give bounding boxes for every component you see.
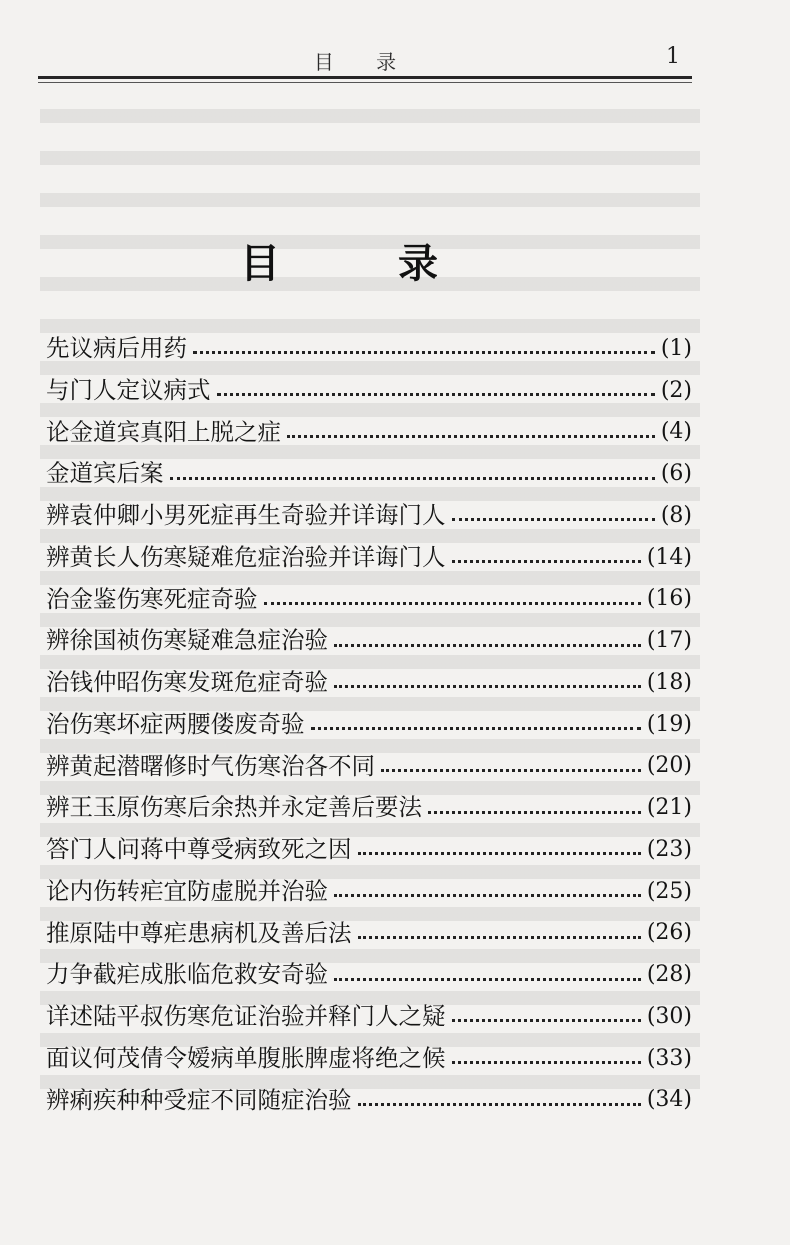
toc-entry [46,537,692,579]
running-title: 目 录 [313,50,415,74]
table-of-contents [46,328,692,1121]
toc-entry-page: (33) [646,1045,692,1071]
toc-entry-title: 金道宾后案 [46,459,164,488]
toc-entry-page: (6) [660,461,692,487]
toc-entry-page: (28) [646,962,692,988]
toc-entry [46,829,692,871]
toc-leader-dots [452,1019,641,1022]
toc-leader-dots [452,1061,641,1064]
toc-entry [46,704,692,746]
toc-entry-page: (8) [660,502,692,528]
toc-entry-page: (14) [646,544,692,570]
toc-entry-page: (16) [646,586,692,612]
toc-entry-page: (1) [660,335,692,361]
toc-leader-dots [193,351,655,354]
toc-entry-page: (17) [646,628,692,654]
toc-entry [46,1038,692,1080]
toc-entry-page: (20) [646,753,692,779]
toc-entry [46,913,692,955]
toc-entry-title: 论金道宾真阳上脱之症 [46,417,281,446]
toc-entry [46,370,692,412]
toc-leader-dots [334,685,641,688]
toc-entry [46,579,692,621]
toc-entry [46,495,692,537]
toc-leader-dots [311,727,641,730]
toc-entry-page: (19) [646,711,692,737]
toc-leader-dots [358,936,641,939]
toc-entry [46,746,692,788]
toc-entry-title: 治金鉴伤寒死症奇验 [46,584,258,613]
toc-entry-title: 辨黄起潜曙修时气伤寒治各不同 [46,751,375,780]
toc-entry-page: (25) [646,878,692,904]
toc-leader-dots [358,852,641,855]
toc-leader-dots [428,811,641,814]
toc-entry-page: (23) [646,836,692,862]
toc-entry-title: 论内伤转疟宜防虚脱并治验 [46,876,328,905]
toc-leader-dots [287,435,655,438]
toc-leader-dots [217,393,655,396]
toc-entry [46,954,692,996]
toc-entry [46,787,692,829]
toc-entry [46,328,692,370]
toc-title: 目 录 [240,240,490,287]
toc-entry-title: 辨袁仲卿小男死症再生奇验并详诲门人 [46,501,446,530]
toc-entry [46,1080,692,1122]
toc-entry-title: 辨徐国祯伤寒疑难急症治验 [46,626,328,655]
toc-entry-page: (21) [646,795,692,821]
toc-entry [46,620,692,662]
toc-entry-page: (26) [646,920,692,946]
toc-entry-page: (34) [646,1087,692,1113]
toc-leader-dots [334,894,641,897]
toc-entry-title: 详述陆平叔伤寒危证治验并释门人之疑 [46,1002,446,1031]
running-header [38,44,690,74]
toc-entry [46,662,692,704]
toc-entry-title: 辨黄长人伤寒疑难危症治验并详诲门人 [46,542,446,571]
toc-entry-page: (2) [660,377,692,403]
toc-leader-dots [381,769,641,772]
toc-entry-title: 治钱仲昭伤寒发斑危症奇验 [46,668,328,697]
toc-entry-page: (30) [646,1003,692,1029]
toc-leader-dots [452,560,641,563]
page-number: 1 [666,44,680,69]
toc-entry [46,871,692,913]
toc-entry-title: 力争截疟成胀临危救安奇验 [46,960,328,989]
toc-entry-title: 辨王玉原伤寒后余热并永定善后要法 [46,793,422,822]
toc-entry-title: 推原陆中尊疟患病机及善后法 [46,918,352,947]
toc-entry-title: 与门人定议病式 [46,375,211,404]
toc-entry-title: 答门人问蒋中尊受病致死之因 [46,835,352,864]
header-rule [38,76,692,79]
toc-entry [46,412,692,454]
toc-entry [46,996,692,1038]
toc-leader-dots [452,518,655,521]
toc-entry-title: 面议何茂倩令嫒病单腹胀脾虚将绝之候 [46,1043,446,1072]
toc-entry-page: (4) [660,419,692,445]
toc-leader-dots [264,602,641,605]
toc-entry-title: 先议病后用药 [46,334,187,363]
toc-leader-dots [358,1103,641,1106]
toc-entry-title: 辨痢疾种种受症不同随症治验 [46,1085,352,1114]
header-rule-thin [38,82,692,83]
toc-leader-dots [334,978,641,981]
toc-entry [46,453,692,495]
toc-entry-page: (18) [646,669,692,695]
toc-leader-dots [170,477,655,480]
toc-leader-dots [334,644,641,647]
toc-entry-title: 治伤寒坏症两腰偻废奇验 [46,709,305,738]
